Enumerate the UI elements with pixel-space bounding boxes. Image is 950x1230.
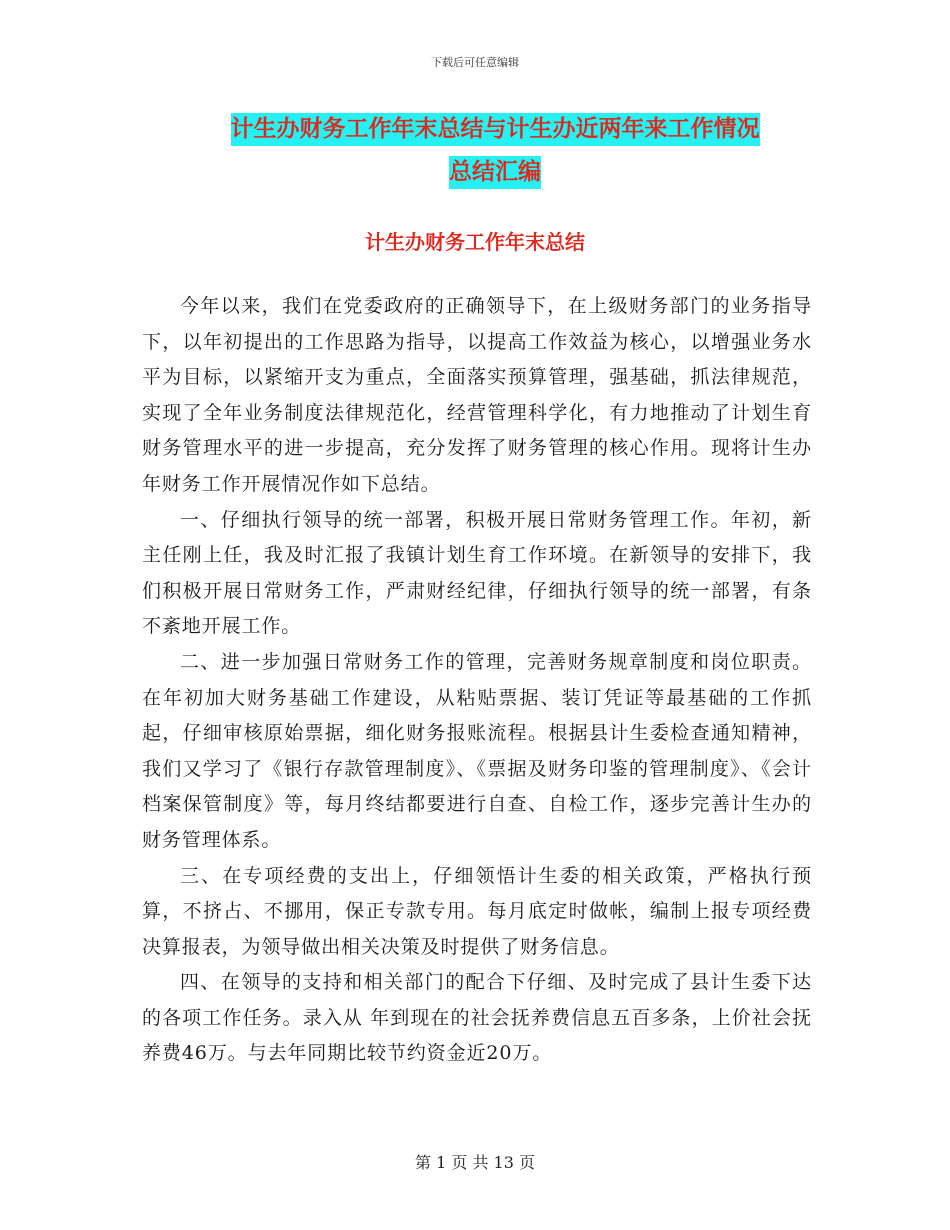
paragraph-item-1: 一、仔细执行领导的统一部署，积极开展日常财务管理工作。年初，新主任刚上任，我及时汇报了我镇计划生育工作环境。在新领导的安排下，我们积极开展日常财务工作，严肃财经纪律，仔细执行领导的统一部署，有条不紊地开展工作。 [142, 508, 812, 638]
section-title: 计生办财务工作年末总结 [365, 230, 585, 254]
paragraph-item-3: 三、在专项经费的支出上，仔细领悟计生委的相关政策，严格执行预算，不挤占、不挪用，保正专款专用。每月底定时做帐，编制上报专项经费决算报表，为领导做出相关决策及时提供了财务信息。 [142, 864, 812, 958]
paragraph-item-2: 二、进一步加强日常财务工作的管理，完善财务规章制度和岗位职责。在年初加大财务基础工作建设，从粘贴票据、装订凭证等最基础的工作抓起，仔细审核原始票据，细化财务报账流程。根据县计生委检查通知精神，我们又学习了《银行存款管理制度》、《票据及财务印鉴的管理制度》、《会计档案保管制度》等，每月终结都要进行自查、自检工作，逐步完善计生办的财务管理体系。 [142, 650, 812, 851]
header-note: 下载后可任意编辑 [431, 56, 519, 69]
document-title-line-2 [190, 161, 800, 184]
body-text [142, 289, 812, 1072]
paragraph-item-4: 四、在领导的支持和相关部门的配合下仔细、及时完成了县计生委下达的各项工作任务。录入从 年到现在的社会抚养费信息五百多条，上价社会抚养费46万。与去年同期比较节约资金近20万。 [142, 971, 812, 1065]
document-title-line-1 [190, 118, 800, 141]
document-title-text-1: 计生办财务工作年末总结与计生办近两年来工作情况 [231, 113, 760, 146]
document-title-text-2: 总结汇编 [449, 156, 541, 189]
page-number-footer: 第 1 页 共 13 页 [415, 1153, 535, 1172]
paragraph-intro: 今年以来，我们在党委政府的正确领导下，在上级财务部门的业务指导下，以年初提出的工作思路为指导，以提高工作效益为核心，以增强业务水平为目标，以紧缩开支为重点，全面落实预算管理，强基础，抓法律规范，实现了全年业务制度法律规范化，经营管理科学化，有力地推动了计划生育财务管理水平的进一步提高，充分发挥了财务管理的核心作用。现将计生办年财务工作开展情况作如下总结。 [142, 295, 812, 495]
